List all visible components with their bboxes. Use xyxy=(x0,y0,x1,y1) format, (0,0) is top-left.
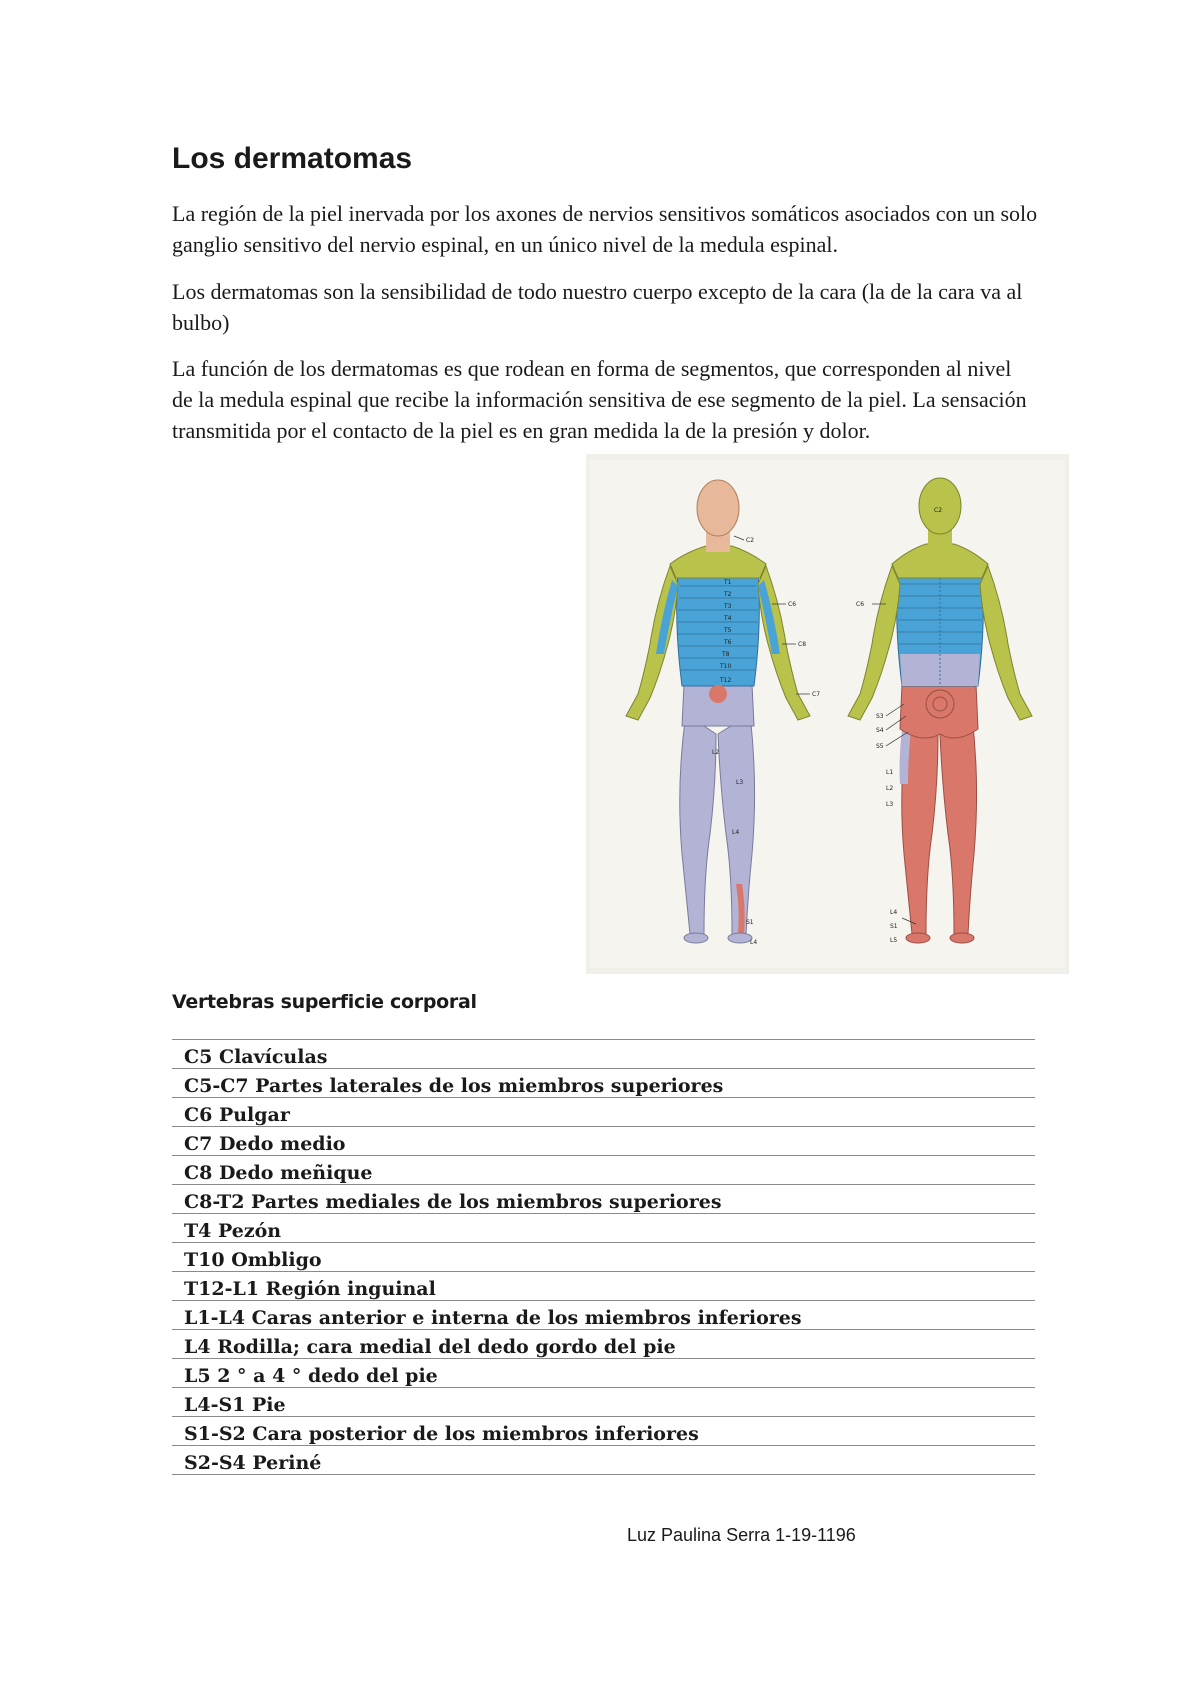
table-row xyxy=(172,1214,1035,1243)
table-cell: T12-L1 Región inguinal xyxy=(172,1272,1035,1301)
label-back-s3: S3 xyxy=(876,713,884,720)
table-row xyxy=(172,1243,1035,1272)
table-row xyxy=(172,1301,1035,1330)
front-right-foot xyxy=(728,933,752,943)
label-back-l1: L1 xyxy=(886,769,894,776)
table-row xyxy=(172,1098,1035,1127)
label-front-s1: S1 xyxy=(746,919,754,926)
table-cell: C5-C7 Partes laterales de los miembros superiores xyxy=(172,1069,1035,1098)
table-cell: T4 Pezón xyxy=(172,1214,1035,1243)
label-front-c6: C6 xyxy=(788,601,797,608)
label-front-t4: T4 xyxy=(724,615,732,622)
label-front-t6: T6 xyxy=(724,639,732,646)
table-cell: C8-T2 Partes mediales de los miembros superiores xyxy=(172,1185,1035,1214)
table-row xyxy=(172,1185,1035,1214)
table-cell: S2-S4 Periné xyxy=(172,1446,1035,1475)
table-cell: C5 Clavículas xyxy=(172,1040,1035,1069)
table-cell: S1-S2 Cara posterior de los miembros inferiores xyxy=(172,1417,1035,1446)
back-left-foot xyxy=(906,933,930,943)
back-right-foot xyxy=(950,933,974,943)
label-front-l4-foot: L4 xyxy=(750,939,758,946)
front-genital xyxy=(709,685,727,703)
label-back-s5: S5 xyxy=(876,743,884,750)
table-row xyxy=(172,1359,1035,1388)
table-cell: L5 2 ° a 4 ° dedo del pie xyxy=(172,1359,1035,1388)
paragraph-scope: Los dermatomas son la sensibilidad de todo nuestro cuerpo excepto de la cara (la de la cara va al bulbo) xyxy=(172,279,1023,335)
label-front-t8: T8 xyxy=(722,651,730,658)
dermatome-figure xyxy=(586,454,1069,974)
dermatome-illustration xyxy=(586,454,1069,974)
table-title: Vertebras superficie corporal xyxy=(172,991,477,1013)
table-row xyxy=(172,1446,1035,1475)
label-front-l4: L4 xyxy=(732,829,740,836)
label-front-t3: T3 xyxy=(724,603,732,610)
table-row xyxy=(172,1388,1035,1417)
label-back-c6: C6 xyxy=(856,601,865,608)
label-back-s1: S1 xyxy=(890,923,898,930)
paragraph-definition: La región de la piel inervada por los axones de nervios sensitivos somáticos asociados con un solo ganglio sensitivo del nervio espinal, en un único nivel de la medula espinal. xyxy=(172,201,1038,257)
back-head xyxy=(919,478,961,534)
label-front-c8: C8 xyxy=(798,641,807,648)
front-left-foot xyxy=(684,933,708,943)
label-front-t1: T1 xyxy=(724,579,732,586)
document-title: Los dermatomas xyxy=(172,142,413,175)
label-front-t10: T10 xyxy=(720,663,732,670)
table-cell: C7 Dedo medio xyxy=(172,1127,1035,1156)
table-row xyxy=(172,1330,1035,1359)
table-cell: L4-S1 Pie xyxy=(172,1388,1035,1417)
label-back-s4: S4 xyxy=(876,727,884,734)
label-front-l2: L2 xyxy=(712,749,720,756)
table-cell: L4 Rodilla; cara medial del dedo gordo del pie xyxy=(172,1330,1035,1359)
label-front-t2: T2 xyxy=(724,591,732,598)
label-back-l5: L5 xyxy=(890,937,898,944)
front-torso xyxy=(677,572,760,686)
front-head xyxy=(697,480,739,536)
label-front-c7: C7 xyxy=(812,691,821,698)
table-row xyxy=(172,1156,1035,1185)
label-back-l2: L2 xyxy=(886,785,894,792)
table-row xyxy=(172,1417,1035,1446)
label-back-l4: L4 xyxy=(890,909,898,916)
table-row xyxy=(172,1040,1035,1069)
label-back-c2: C2 xyxy=(934,507,943,514)
photo-paper xyxy=(590,460,1065,968)
table-row xyxy=(172,1272,1035,1301)
table-cell: T10 Ombligo xyxy=(172,1243,1035,1272)
label-front-c2: C2 xyxy=(746,537,755,544)
table-cell: L1-L4 Caras anterior e interna de los miembros inferiores xyxy=(172,1301,1035,1330)
vertebra-table xyxy=(172,1039,1035,1475)
table-row xyxy=(172,1069,1035,1098)
label-back-l3: L3 xyxy=(886,801,894,808)
table-row xyxy=(172,1127,1035,1156)
label-front-l3: L3 xyxy=(736,779,744,786)
label-front-t5: T5 xyxy=(724,627,732,634)
label-front-t12: T12 xyxy=(720,677,732,684)
paragraph-function: La función de los dermatomas es que rodean en forma de segmentos, que corresponden al nivel de la medula espinal que recibe la información sensitiva de ese segmento de la piel. La sensación transmitida por el contacto de la piel es en gran medida la de la presión y dolor. xyxy=(172,356,1027,443)
table-cell: C6 Pulgar xyxy=(172,1098,1035,1127)
author-footer: Luz Paulina Serra 1-19-1196 xyxy=(627,1525,856,1545)
table-cell: C8 Dedo meñique xyxy=(172,1156,1035,1185)
